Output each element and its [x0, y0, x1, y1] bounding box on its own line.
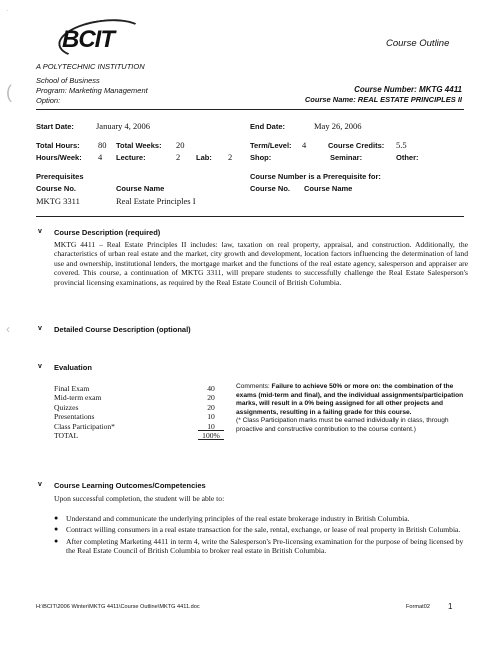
- evaluation-row: [54, 393, 224, 402]
- outcomes-heading: Course Learning Outcomes/Competencies: [54, 481, 206, 490]
- school-name: School of Business: [36, 76, 100, 85]
- prereq-course-no: MKTG 3311: [36, 196, 80, 206]
- course-description-heading: Course Description (required): [54, 228, 161, 237]
- scan-mark: (: [6, 82, 12, 102]
- section-marker: v: [38, 363, 42, 370]
- end-date-value: May 26, 2006: [314, 121, 362, 131]
- prereq-course-name-label: Course Name: [116, 184, 165, 193]
- comments-failure-rule: Failure to achieve 50% or more on: the combination of the exams (mid-term and final), and the individual assignments/participation marks, will result in a 0% being assigned for all other projects and assignments, resulting in a failing grade for this course.: [236, 383, 464, 416]
- evaluation-value: 10: [198, 422, 224, 431]
- comments-participation-note: (* Class Participation marks must be earned individually in class, through proactive and constructive contribution to the course content.): [236, 417, 449, 433]
- evaluation-heading: Evaluation: [54, 363, 92, 372]
- outcome-item: [54, 525, 468, 534]
- scan-mark: ‹: [6, 322, 10, 336]
- total-hours-value: 80: [98, 140, 107, 150]
- evaluation-value: 20: [207, 402, 215, 412]
- bullet-icon: ●: [54, 525, 59, 534]
- footer-file-path: H:\BCIT\2006 Winter\MKTG 4411\Course Outline\MKTG 4411.doc: [36, 604, 200, 610]
- outcomes-list: [54, 514, 468, 556]
- seminar-label: Seminar:: [330, 153, 363, 162]
- scan-mark: .: [6, 4, 9, 13]
- prereq-heading: Prerequisites: [36, 172, 84, 181]
- section-marker: v: [38, 228, 42, 235]
- evaluation-label: Quizzes: [54, 402, 79, 412]
- program-name: Program: Marketing Management: [36, 86, 148, 95]
- evaluation-table: [54, 384, 224, 440]
- term-level-label: Term/Level:: [250, 141, 292, 150]
- prereq-for-no-label: Course No.: [250, 184, 291, 193]
- lab-label: Lab:: [196, 153, 212, 162]
- other-label: Other:: [396, 153, 419, 162]
- institution-tagline: A POLYTECHNIC INSTITUTION: [36, 62, 145, 71]
- outcome-text: Contract willing consumers in a real estate transaction for the sale, rental, exchange, or lease of real property in British Columbia.: [66, 525, 461, 535]
- total-weeks-value: 20: [176, 140, 185, 150]
- outcomes-intro: Upon successful completion, the student will be able to:: [54, 494, 225, 503]
- footer-form-code: Format02: [406, 604, 430, 610]
- outcome-item: [54, 514, 468, 523]
- comments-lead: Comments:: [236, 383, 272, 390]
- evaluation-value: 40: [207, 384, 215, 393]
- total-weeks-label: Total Weeks:: [116, 141, 162, 150]
- evaluation-row: [54, 431, 224, 440]
- shop-label: Shop:: [250, 153, 272, 162]
- section-marker: v: [38, 325, 42, 332]
- prereq-for-name-label: Course Name: [304, 184, 353, 193]
- bullet-icon: ●: [54, 514, 59, 522]
- hours-week-label: Hours/Week:: [36, 153, 82, 162]
- evaluation-row: [54, 422, 224, 431]
- evaluation-value: 10: [207, 412, 215, 422]
- section-marker: v: [38, 481, 42, 488]
- divider: [36, 109, 464, 110]
- course-number: Course Number: MKTG 4411: [354, 85, 462, 94]
- option-label: Option:: [36, 96, 61, 105]
- outcome-text: After completing Marketing 4411 in term 4, write the Salesperson's Pre-licensing examination for the purpose of being licensed by the Real Estate Council of British Columbia to broker real estate in British Columbia.: [66, 536, 464, 556]
- term-level-value: 4: [302, 140, 307, 150]
- lab-value: 2: [228, 152, 233, 162]
- prereq-course-no-label: Course No.: [36, 184, 77, 193]
- evaluation-label: Final Exam: [54, 384, 90, 393]
- prereq-for-heading: Course Number is a Prerequisite for:: [250, 172, 381, 181]
- hours-week-value: 4: [98, 152, 103, 162]
- outcome-text: Understand and communicate the underlying principles of the real estate brokerage industry in British Columbia.: [66, 514, 410, 523]
- evaluation-value: 20: [207, 393, 215, 403]
- credits-value: 5.5: [396, 140, 407, 150]
- evaluation-label: TOTAL: [54, 430, 79, 440]
- course-description-text: MKTG 4411 – Real Estate Principles II includes: law, taxation on real property, appraisal, and construction. Additionally, the characteristics of urban real estate and the market, city growth and development, location factors influencing the determination of land use and ownership, institutional lenders, the mortgage market and the functions of the real estate agency, salesperson and appraiser are covered. This course, a continuation of MKTG 3311, will prepare students to successfully challenge the Real Estate Salesperson's provincial licensing examinations, as required by the Real Estate Council of British Columbia.: [54, 240, 468, 287]
- credits-label: Course Credits:: [328, 141, 385, 150]
- start-date-value: January 4, 2006: [96, 121, 151, 131]
- detailed-description-heading: Detailed Course Description (optional): [54, 325, 191, 334]
- doc-type: Course Outline: [386, 38, 450, 49]
- total-hours-label: Total Hours:: [36, 141, 80, 150]
- evaluation-row: [54, 384, 224, 393]
- course-name: Course Name: REAL ESTATE PRINCIPLES II: [304, 95, 462, 104]
- outcome-item: [54, 537, 468, 556]
- lecture-value: 2: [176, 152, 181, 162]
- evaluation-label: Presentations: [54, 412, 95, 422]
- bcit-logo: BCIT: [62, 26, 114, 53]
- prereq-course-name: Real Estate Principles I: [116, 196, 196, 206]
- bullet-icon: ●: [54, 536, 59, 545]
- evaluation-row: [54, 412, 224, 421]
- evaluation-label: Mid-term exam: [54, 393, 102, 403]
- end-date-label: End Date:: [250, 122, 286, 131]
- page-number: 1: [448, 602, 453, 611]
- evaluation-label: Class Participation*: [54, 421, 115, 431]
- evaluation-comments: [236, 383, 468, 435]
- lecture-label: Lecture:: [116, 153, 146, 162]
- divider: [36, 216, 464, 217]
- start-date-label: Start Date:: [36, 122, 74, 131]
- evaluation-value: 100%: [198, 431, 224, 440]
- evaluation-row: [54, 403, 224, 412]
